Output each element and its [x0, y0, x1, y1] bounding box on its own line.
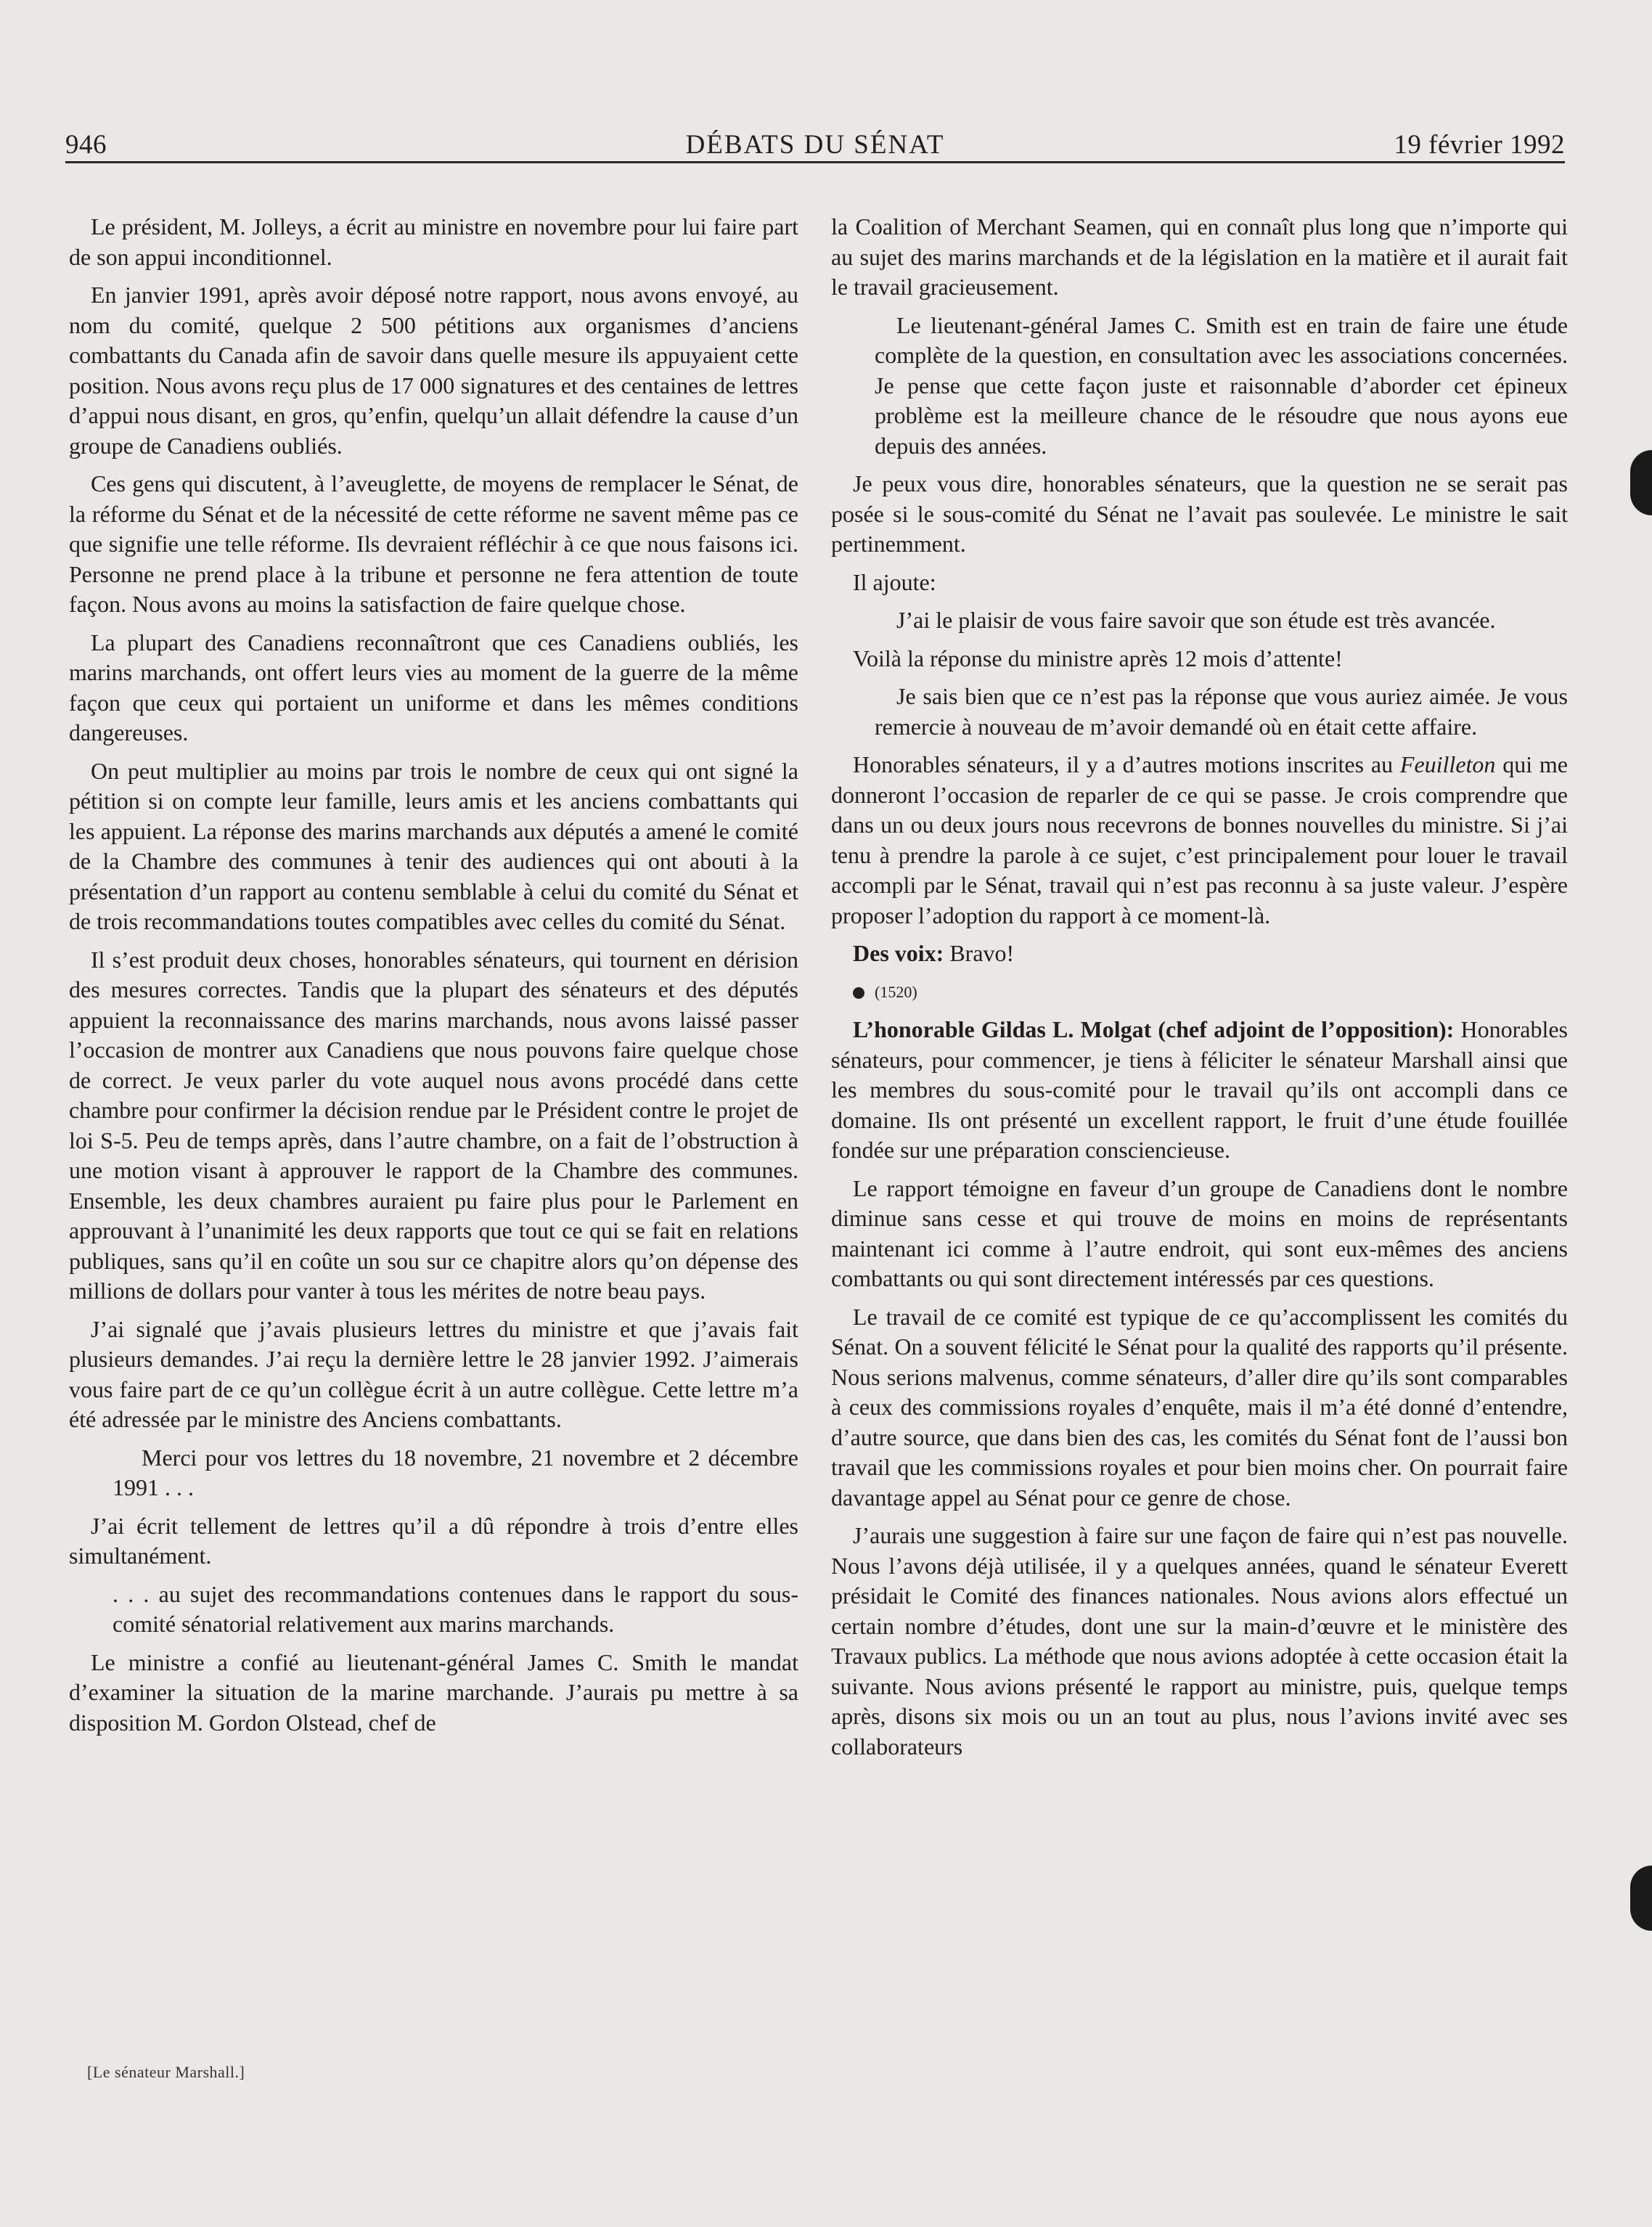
header-rule	[65, 161, 1565, 163]
paragraph: Le rapport témoigne en faveur d’un groupe de Canadiens dont le nombre diminue sans cesse et qui trouve de moins en moins de représentants maintenant ici comme à l’autre endroit, qui sont eux-mêmes des anciens combattants ou qui sont directement intéressés par ces questions.	[831, 1174, 1568, 1291]
paragraph-text: Honorables sénateurs, il y a d’autres motions inscrites au	[853, 751, 1400, 777]
page-number: 946	[65, 130, 107, 160]
quoted-letter: J’ai le plaisir de vous faire savoir que son étude est très avancée.	[896, 607, 1496, 633]
paragraph: Il s’est produit deux choses, honorables sénateurs, qui tournent en dérision des mesures correctes. Tandis que la plupart des sénateurs et des députés appuient la reconnaissance des marins marchands, nous avons laissé passer l’occasion de montrer aux Canadiens que nous pouvons faire quelque chose de correct. Je veux parler du vote auquel nous avons procédé dans cette chambre pour confirmer la décision rendue par le Président contre le projet de loi S-5. Peu de temps après, dans l’autre chambre, on a fait de l’obstruction à une motion visant à approuver le rapport de la Chambre des communes. Ensemble, les deux chambres auraient pu faire plus pour le Parlement en approuvant à l’unanimité les deux rapports que tout ce qui se fait en relations publiques, sans qu’il en coûte un sou sur ce chapitre alors qu’on dépense des millions de dollars pour vanter à tous les mérites de notre beau pays.	[69, 946, 798, 1304]
paragraph: Le ministre a confié au lieutenant-général James C. Smith le mandat d’examiner la situation de la marine marchande. J’aurais pu mettre à sa disposition M. Gordon Olstead, chef de	[69, 1648, 798, 1736]
publication-title: DÉBATS DU SÉNAT	[685, 130, 945, 160]
paragraph: J’ai signalé que j’avais plusieurs lettres du ministre et que j’avais fait plusieurs demandes. J’ai reçu la dernière lettre le 28 janvier 1992. J’aimerais vous faire part de ce qu’un collègue écrit à un autre collègue. Cette lettre m’a été adressée par le ministre des Anciens combattants.	[69, 1315, 798, 1432]
paragraph: Le travail de ce comité est typique de ce qu’accomplissent les comités du Sénat. On a souvent félicité le Sénat pour la qualité des rapports qu’il présente. Nous serions malvenus, comme sénateurs, d’aller dire qu’ils sont comparables à ceux des commissions royales d’enquête, mais il m’a été donné d’entendre, d’autre source, que dans bien des cas, les comités du Sénat font de l’aussi bon travail que les commissions royales et pour bien moins cher. On pourrait faire davantage appel au Sénat pour ce genre de chose.	[831, 1303, 1568, 1511]
speech-paragraph	[831, 1015, 1568, 1166]
paragraph-text: qui me donneront l’occasion de reparler de ce qui se passe. Je crois comprendre que dans un ou deux jours nous recevrons de bonnes nouvelles du ministre. Si j’ai tenu à prendre la parole à ce sujet, c’est principalement pour louer le travail accompli par le Sénat, travail qui n’est pas reconnu à sa juste valeur. J’espère proposer l’adoption du rapport à ce moment-là.	[831, 751, 1569, 928]
binding-hole	[1630, 1866, 1652, 1931]
interjection-text: Bravo!	[944, 940, 1015, 966]
quoted-letter: . . . au sujet des recommandations contenues dans le rapport du sous-comité sénatorial relativement aux marins marchands.	[113, 1580, 798, 1637]
paragraph: J’ai écrit tellement de lettres qu’il a dû répondre à trois d’entre elles simultanément.	[69, 1512, 798, 1569]
left-column	[69, 212, 798, 1746]
time-marker-text: (1520)	[875, 982, 917, 1001]
quoted-letter: Le lieutenant-général James C. Smith est en train de faire une étude complète de la question, en consultation avec les associations concernées. Je pense que cette façon juste et raisonnable d’aborder cet épineux problème est la meilleure chance de le résoudre que nous ayons eue depuis des années.	[875, 311, 1568, 459]
paragraph: Je peux vous dire, honorables sénateurs, que la question ne se serait pas posée si le sous-comité du Sénat ne l’avait pas soulevée. Le ministre le sait pertinemment.	[831, 470, 1568, 557]
right-column	[831, 212, 1568, 1770]
speaker-label: Des voix:	[853, 940, 944, 966]
time-marker	[831, 977, 1568, 1008]
paragraph: la Coalition of Merchant Seamen, qui en connaît plus long que n’importe qui au sujet des marins marchands et de la législation en la matière et il aurait fait le travail gracieusement.	[831, 213, 1568, 300]
page-header	[65, 125, 1565, 163]
quoted-letter: Merci pour vos lettres du 18 novembre, 21 novembre et 2 décembre 1991 . . .	[113, 1444, 798, 1500]
paragraph	[831, 750, 1568, 931]
paragraph: Il ajoute:	[853, 568, 936, 595]
speech-text: Honorables sénateurs, pour commencer, je tiens à féliciter le sénateur Marshall ainsi que les membres du sous-comité pour le travail qu’ils ont accompli dans ce domaine. Ils ont présenté un excellent rapport, le fruit d’une étude fouillée fondée sur une préparation consciencieuse.	[831, 1016, 1569, 1163]
paragraph: Voilà la réponse du ministre après 12 mois d’attente!	[853, 645, 1343, 671]
paragraph: On peut multiplier au moins par trois le nombre de ceux qui ont signé la pétition si on compte leur famille, leurs amis et les anciens combattants qui les appuient. La réponse des marins marchands aux députés a amené le comité de la Chambre des communes à tenir des audiences qui ont abouti à la présentation d’un rapport au contenu semblable à celui du comité du Sénat et de trois recommandations toutes compatibles avec celles du comité du Sénat.	[69, 757, 798, 934]
paragraph: J’aurais une suggestion à faire sur une façon de faire qui n’est pas nouvelle. Nous l’avons déjà utilisée, il y a quelques années, quand le sénateur Everett présidait le Comité des finances nationales. Nous avions alors effectué un certain nombre d’études, dont une sur la main-d’œuvre et le ministère des Travaux publics. La méthode que nous avions adoptée à cette occasion était la suivante. Nous avions présenté le rapport au ministre, puis, quelque temps après, disons six mois ou un an tout au plus, nous l’avions invité avec ses collaborateurs	[831, 1522, 1568, 1760]
paragraph: La plupart des Canadiens reconnaîtront que ces Canadiens oubliés, les marins marchands, ont offert leurs vies au moment de la guerre de la même façon que ceux qui portaient un uniforme et dans les mêmes conditions dangereuses.	[69, 629, 798, 745]
speaker-label: L’honorable Gildas L. Molgat (chef adjoint de l’opposition):	[853, 1016, 1455, 1042]
feuilleton-italic: Feuilleton	[1399, 751, 1496, 777]
interjection	[831, 939, 1568, 969]
paragraph: Ces gens qui discutent, à l’aveuglette, de moyens de remplacer le Sénat, de la réforme du Sénat et de la nécessité de cette réforme ne savent même pas ce que signifie une telle réforme. Ils devraient réfléchir à ce que nous faisons ici. Personne ne prend place à la tribune et personne ne fera attention de toute façon. Nous avons au moins la satisfaction de faire quelque chose.	[69, 470, 798, 617]
paragraph: En janvier 1991, après avoir déposé notre rapport, nous avons envoyé, au nom du comité, quelque 2 500 pétitions aux organismes d’anciens combattants du Canada afin de savoir dans quelle mesure ils appuyaient cette position. Nous avons reçu plus de 17 000 signatures et des centaines de lettres d’appui nous disant, en gros, qu’enfin, quelqu’un allait défendre la cause d’un groupe de Canadiens oubliés.	[69, 282, 798, 459]
binding-hole	[1630, 450, 1652, 515]
bullet-icon	[853, 987, 864, 999]
quoted-letter: Je sais bien que ce n’est pas la réponse que vous auriez aimée. Je vous remercie à nouveau de m’avoir demandé où en était cette affaire.	[875, 683, 1568, 740]
publication-date: 19 février 1992	[1394, 130, 1565, 160]
speaker-footnote: [Le sénateur Marshall.]	[87, 2063, 245, 2081]
paragraph: Le président, M. Jolleys, a écrit au ministre en novembre pour lui faire part de son appui inconditionnel.	[69, 213, 798, 270]
